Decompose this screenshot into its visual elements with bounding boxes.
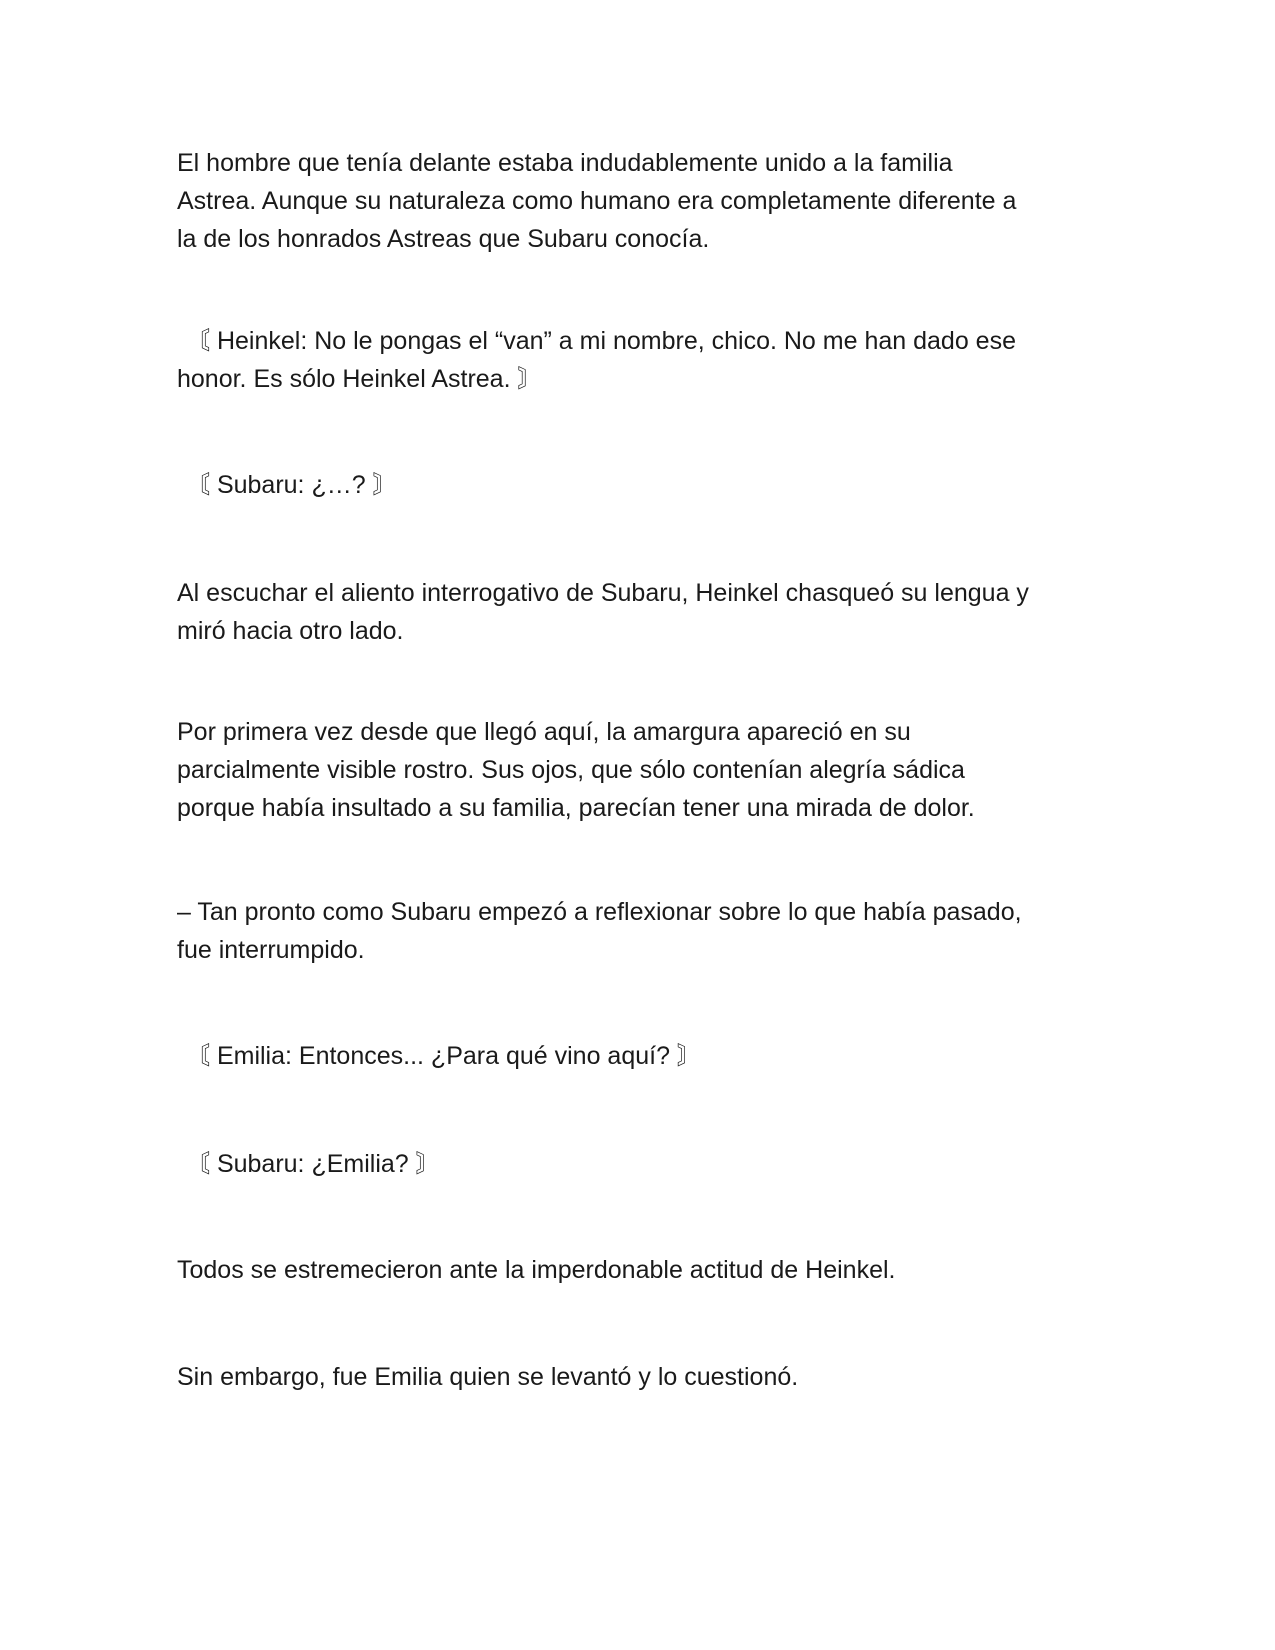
text-line: 〘 Subaru: ¿…? 〙	[185, 471, 398, 499]
paragraph-narration	[177, 713, 1097, 827]
text-line: Sin embargo, fue Emilia quien se levantó y lo cuestionó.	[177, 1363, 799, 1391]
text-line: fue interrumpido.	[177, 936, 365, 964]
text-line: 〘 Subaru: ¿Emilia? 〙	[185, 1150, 441, 1178]
text-line: miró hacia otro lado.	[177, 617, 404, 645]
text-line: 〘 Heinkel: No le pongas el “van” a mi nombre, chico. No me han dado ese	[185, 327, 1016, 355]
text-line: – Tan pronto como Subaru empezó a reflexionar sobre lo que había pasado,	[177, 898, 1022, 926]
paragraph-dialogue-emilia	[185, 1037, 1105, 1075]
paragraph-narration	[177, 1251, 1097, 1289]
paragraph-narration	[177, 574, 1097, 650]
text-line: honor. Es sólo Heinkel Astrea. 〙	[177, 365, 543, 393]
text-line: parcialmente visible rostro. Sus ojos, que sólo contenían alegría sádica	[177, 756, 965, 784]
text-line: porque había insultado a su familia, parecían tener una mirada de dolor.	[177, 794, 975, 822]
text-line: Por primera vez desde que llegó aquí, la amargura apareció en su	[177, 718, 911, 746]
text-line: la de los honrados Astreas que Subaru conocía.	[177, 225, 710, 253]
text-line: 〘 Emilia: Entonces... ¿Para qué vino aquí? 〙	[185, 1042, 702, 1070]
paragraph-narration	[177, 1358, 1097, 1396]
text-line: Astrea. Aunque su naturaleza como humano era completamente diferente a	[177, 187, 1017, 215]
text-line: El hombre que tenía delante estaba indudablemente unido a la familia	[177, 149, 953, 177]
paragraph-dialogue-heinkel	[177, 322, 1097, 398]
paragraph-dialogue-subaru	[185, 466, 1105, 504]
paragraph-narration	[177, 893, 1097, 969]
paragraph-narration	[177, 144, 1097, 258]
text-line: Al escuchar el aliento interrogativo de Subaru, Heinkel chasqueó su lengua y	[177, 579, 1029, 607]
text-line: Todos se estremecieron ante la imperdonable actitud de Heinkel.	[177, 1256, 896, 1284]
paragraph-dialogue-subaru	[185, 1145, 1105, 1183]
